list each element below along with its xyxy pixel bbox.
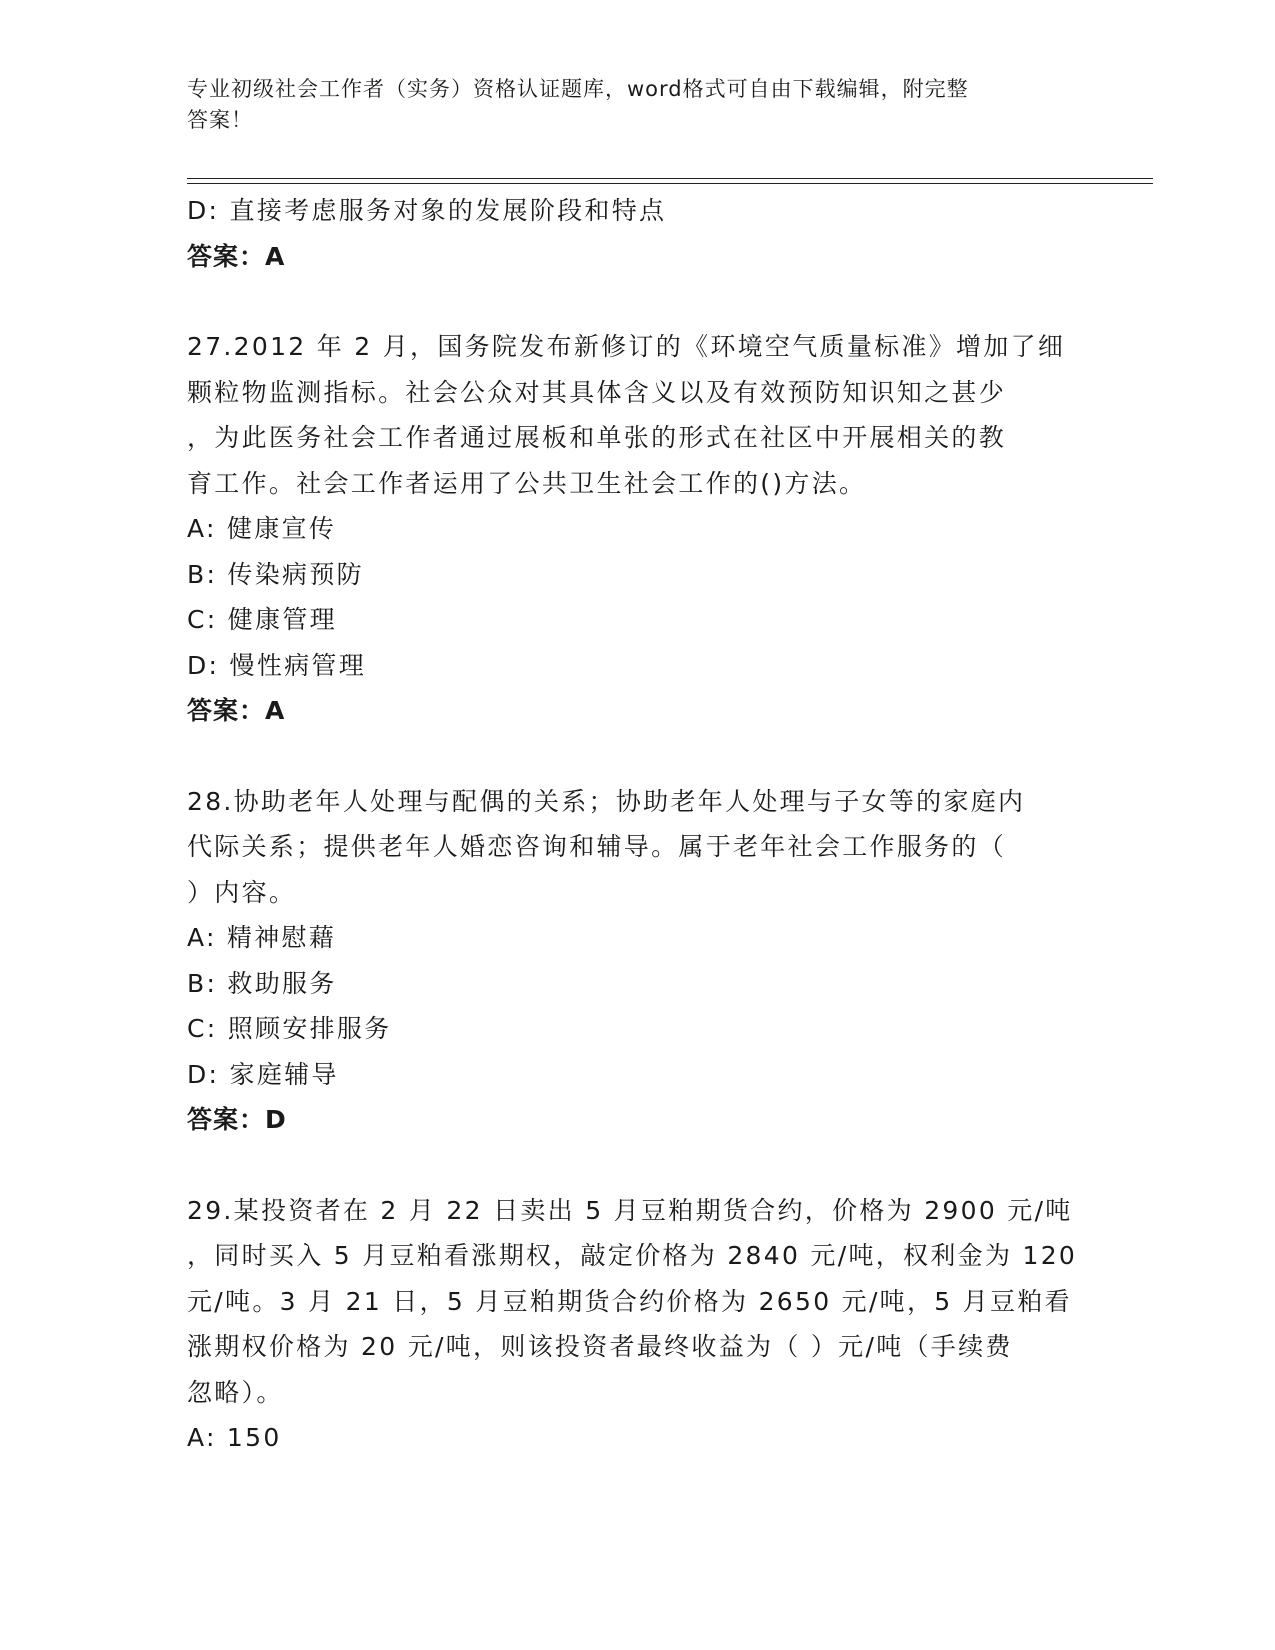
option-a: A: 健康宣传: [187, 514, 337, 543]
header-line-1: 专业初级社会工作者（实务）资格认证题库，word格式可自由下载编辑，附完整: [187, 77, 969, 101]
option-b: B: 救助服务: [187, 968, 337, 998]
document-body: [187, 188, 1087, 1461]
header-divider-top: [187, 178, 1153, 179]
question-stem-line: 涨期权价格为 20 元/吨，则该投资者最终收益为（ ）元/吨（手续费: [187, 1332, 1013, 1361]
question-stem-line: 29.某投资者在 2 月 22 日卖出 5 月豆粕期货合约，价格为 2900 元/吨: [187, 1195, 1073, 1225]
header-line-2: 答案！: [187, 108, 253, 132]
question-26: [187, 188, 1087, 279]
page-header: [187, 74, 1067, 136]
question-29: [187, 1188, 1087, 1461]
header-divider-bottom: [187, 183, 1153, 184]
option-a: A: 150: [187, 1423, 282, 1452]
question-stem-line: ，为此医务社会工作者通过展板和单张的形式在社区中开展相关的教: [187, 423, 1007, 452]
question-stem-line: 元/吨。3 月 21 日，5 月豆粕期货合约价格为 2650 元/吨，5 月豆粕看: [187, 1286, 1072, 1316]
question-stem-line: ，同时买入 5 月豆粕看涨期权，敲定价格为 2840 元/吨，权利金为 120: [187, 1241, 1078, 1270]
option-d: D: 家庭辅导: [187, 1059, 339, 1089]
option-d: D: 直接考虑服务对象的发展阶段和特点: [187, 196, 667, 225]
answer: 答案：D: [187, 1105, 287, 1134]
option-d: D: 慢性病管理: [187, 650, 367, 680]
question-stem-line: 颗粒物监测指标。社会公众对其具体含义以及有效预防知识知之甚少: [187, 377, 1007, 407]
option-a: A: 精神慰藉: [187, 923, 337, 952]
question-28: [187, 779, 1087, 1143]
option-c: C: 照顾安排服务: [187, 1014, 392, 1043]
question-stem-line: 27.2012 年 2 月，国务院发布新修订的《环境空气质量标准》增加了细: [187, 332, 1066, 361]
question-stem-line: 育工作。社会工作者运用了公共卫生社会工作的()方法。: [187, 468, 867, 498]
question-stem-line: 代际关系；提供老年人婚恋咨询和辅导。属于老年社会工作服务的（: [187, 832, 1007, 861]
option-b: B: 传染病预防: [187, 559, 364, 589]
answer: 答案：A: [187, 241, 286, 271]
option-c: C: 健康管理: [187, 605, 337, 634]
answer: 答案：A: [187, 696, 286, 725]
question-stem-line: 忽略）。: [187, 1377, 284, 1407]
question-stem-line: 28.协助老年人处理与配偶的关系；协助老年人处理与子女等的家庭内: [187, 786, 1026, 816]
question-stem-line: ）内容。: [187, 877, 297, 907]
question-27: [187, 324, 1087, 734]
